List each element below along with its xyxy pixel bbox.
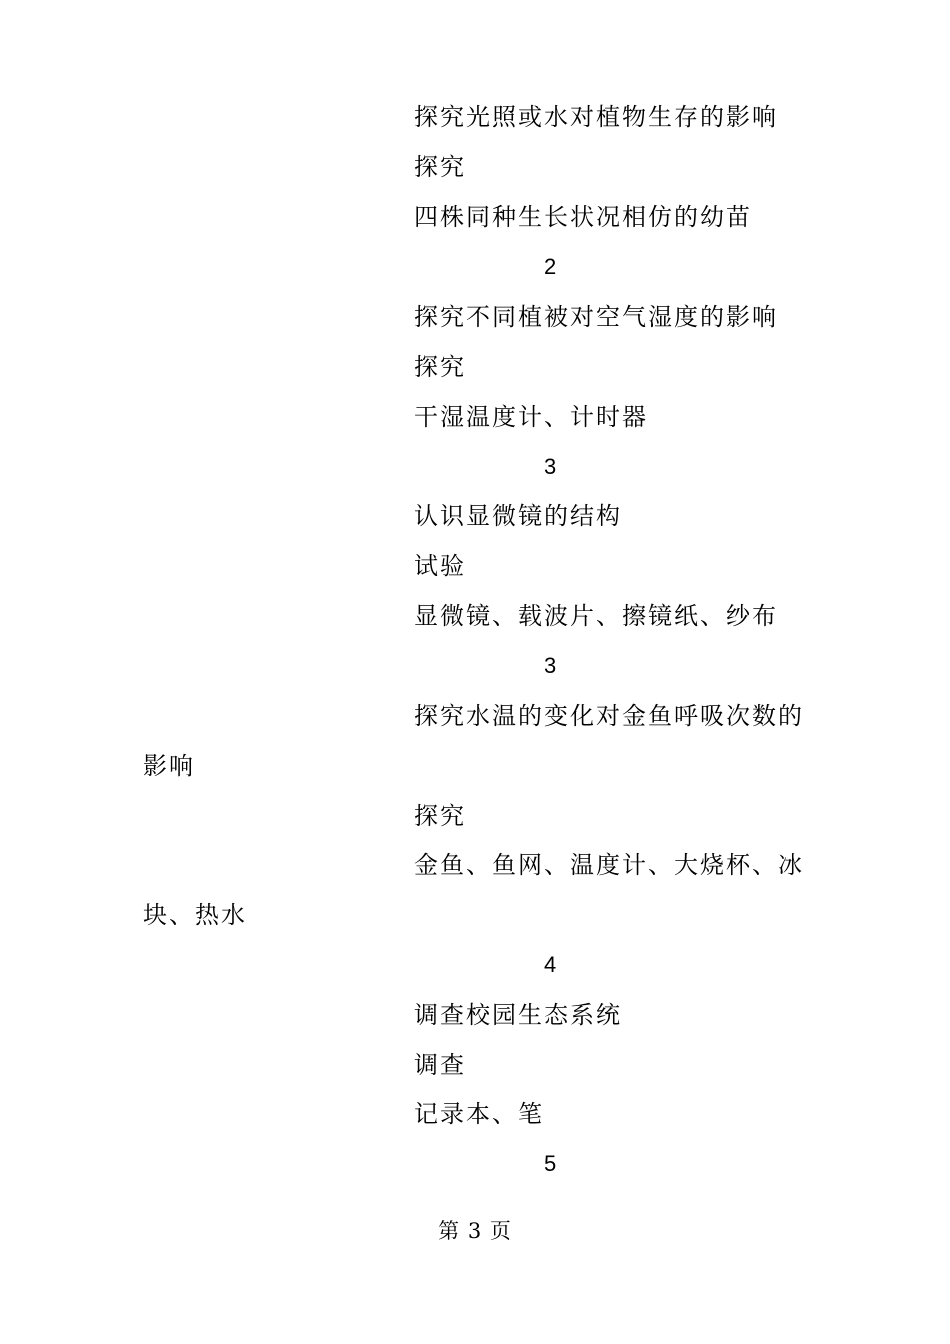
activity-materials-continued: 块、热水 <box>143 901 247 929</box>
activity-type: 探究 <box>414 802 466 830</box>
activity-materials: 干湿温度计、计时器 <box>414 403 648 431</box>
activity-materials: 四株同种生长状况相仿的幼苗 <box>414 203 752 231</box>
activity-type: 试验 <box>414 552 466 580</box>
activity-title-continued: 影响 <box>143 752 195 780</box>
activity-materials: 金鱼、鱼网、温度计、大烧杯、冰 <box>414 851 804 879</box>
activity-number: 4 <box>544 952 557 977</box>
page-footer: 第 3 页 <box>438 1219 512 1243</box>
activity-number: 3 <box>544 454 557 479</box>
activity-type: 探究 <box>414 153 466 181</box>
activity-materials: 显微镜、载波片、擦镜纸、纱布 <box>414 602 778 630</box>
activity-number: 2 <box>544 254 557 279</box>
activity-type: 探究 <box>414 353 466 381</box>
activity-number: 3 <box>544 653 557 678</box>
activity-title: 调查校园生态系统 <box>414 1001 622 1029</box>
activity-type: 调查 <box>414 1051 466 1079</box>
activity-title: 探究不同植被对空气湿度的影响 <box>414 303 778 331</box>
activity-title: 认识显微镜的结构 <box>414 502 622 530</box>
activity-number: 5 <box>544 1151 557 1176</box>
activity-title: 探究水温的变化对金鱼呼吸次数的 <box>414 702 804 730</box>
activity-materials: 记录本、笔 <box>414 1100 544 1128</box>
activity-title: 探究光照或水对植物生存的影响 <box>414 103 778 131</box>
